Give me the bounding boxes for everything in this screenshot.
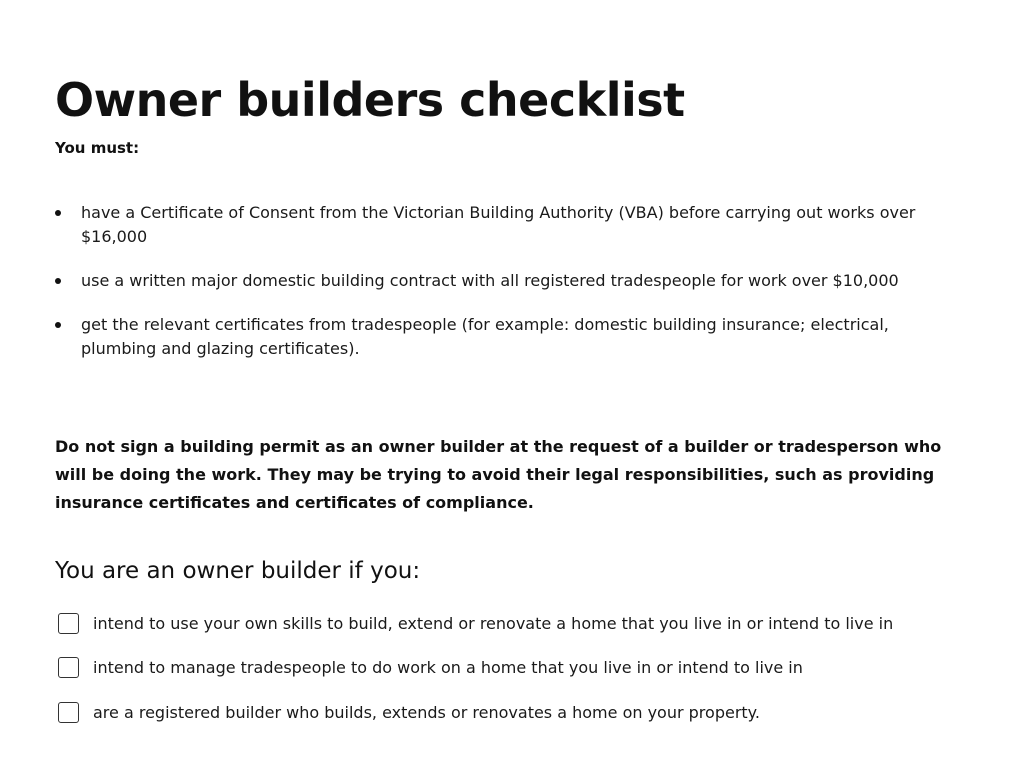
requirement-text: get the relevant certificates from tradespeople (for example: domestic building insurance; electrical, plumbing and glazing certificates). <box>81 315 889 358</box>
bullet-icon <box>55 278 61 284</box>
requirements-list <box>55 201 955 381</box>
checkbox[interactable] <box>58 657 79 678</box>
requirements-intro: You must: <box>55 139 140 157</box>
list-item <box>55 269 955 293</box>
owner-builder-checklist <box>58 612 938 725</box>
section-heading: You are an owner builder if you: <box>55 558 421 584</box>
checkbox[interactable] <box>58 702 79 723</box>
list-item <box>55 201 955 249</box>
checklist-item <box>58 701 938 725</box>
requirement-text: use a written major domestic building contract with all registered tradespeople for work over $10,000 <box>81 271 899 290</box>
checklist-item <box>58 656 938 680</box>
list-item <box>55 313 955 361</box>
checklist-item <box>58 612 938 636</box>
bullet-icon <box>55 322 61 328</box>
requirement-text: have a Certificate of Consent from the Victorian Building Authority (VBA) before carrying out works over $16,000 <box>81 203 916 246</box>
checklist-item-label: intend to use your own skills to build, extend or renovate a home that you live in or intend to live in <box>93 614 894 633</box>
checklist-item-label: are a registered builder who builds, extends or renovates a home on your property. <box>93 703 760 722</box>
checklist-item-label: intend to manage tradespeople to do work on a home that you live in or intend to live in <box>93 658 803 677</box>
page-title: Owner builders checklist <box>55 73 685 127</box>
bullet-icon <box>55 210 61 216</box>
checkbox[interactable] <box>58 613 79 634</box>
warning-paragraph: Do not sign a building permit as an owner builder at the request of a builder or tradesperson who will be doing the work. They may be trying to avoid their legal responsibilities, such as providing insurance certificates and certificates of compliance. <box>55 437 942 512</box>
